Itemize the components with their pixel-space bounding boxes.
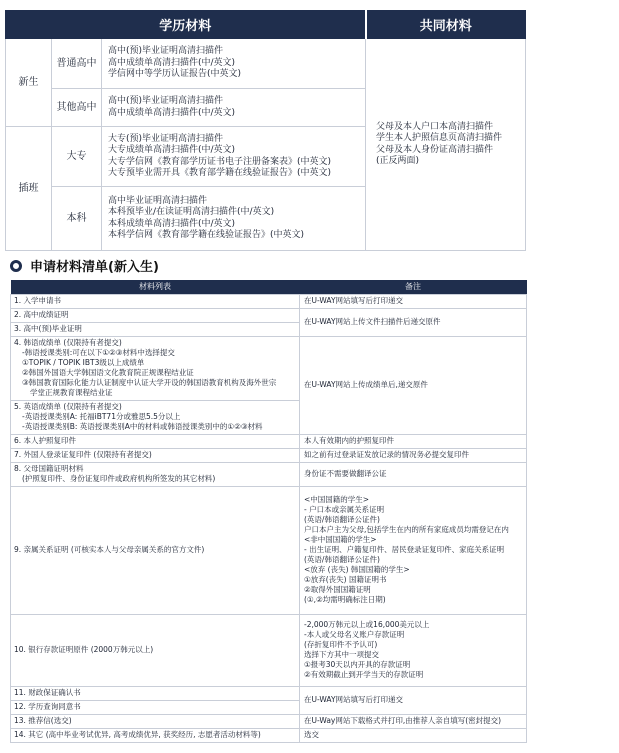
note-line: -本人或父母名义账户存款证明 [304,630,405,639]
row-highschool-transcript: 2. 高中成绩证明 [11,308,300,322]
row-education-consent: 12. 学历查询同意书 [11,700,300,714]
note-uway-print: 在U-WAY网站填写后打印递交 [300,686,527,714]
note-line: - 出生证明、户籍复印件、居民登录证复印件、家庭关系证明 [304,545,505,554]
row-line: 5. 英语成绩单 (仅限持有者提交) [14,402,122,411]
section-title: 申请材料清单(新入生) [30,260,159,275]
row-line: 学堂正规教育课程结业证 [30,388,113,397]
note-line: ②有效期截止到开学当天的存款证明 [304,670,424,679]
note-line: <放弃 (丧失) 韩国国籍的学生> [304,565,410,574]
row-line: ①TOPIK / TOPIK IBT3级以上成绩单 [22,358,145,367]
items-undergraduate [102,187,366,251]
common-line: 学生本人护照信息页高清扫描件 [376,133,503,143]
row-line: -英语授课类别B: 英语授课类别A中的材料或韩语授课类别中的①②③材料 [22,422,263,431]
items-other-highschool [102,89,366,127]
category-freshman: 新生 [6,39,52,127]
header-material-list: 材料列表 [11,280,300,294]
row-line: -英语授课类别A: 托福iBT71分或雅思5.5分以上 [22,412,181,421]
note-line: ①报考30天以内开具的存款证明 [304,660,411,669]
note-line: (①,②均需明确标注日期) [304,595,386,604]
note-line: (英语/韩语翻译公证件) [304,555,380,564]
application-materials-table [10,280,527,743]
common-line: 父母及本人户口本高清扫描件 [376,121,494,132]
note-language-score: 在U-WAY网站上传成绩单后,递交原件 [300,336,527,434]
sub-regular-highschool: 普通高中 [52,39,102,89]
item-line: 高中(预)毕业证明高清扫描件 [108,46,224,57]
sub-undergraduate: 本科 [52,187,102,251]
note-bank-statement [300,614,527,686]
note-application-form: 在U-WAY网站填写后打印递交 [300,294,527,308]
note-line: ①放弃(丧失) 国籍证明书 [304,575,387,584]
row-highschool-diploma: 3. 高中(预)毕业证明 [11,322,300,336]
row-korean-score [11,336,300,400]
category-transfer: 插班 [6,127,52,251]
note-line: 户口本户主为父母,包括学生在内的所有家庭成员均需登记在内 [304,525,509,534]
row-application-form: 1. 入学申请书 [11,294,300,308]
common-line: 父母及本人身份证高清扫描件 [376,144,494,155]
common-materials-cell [366,39,526,251]
item-line: 本科成绩单高清扫描件(中/英文) [108,218,236,229]
item-line: 大专成绩单高清扫描件(中/英文) [108,145,236,155]
row-financial-guarantee: 11. 财政保证确认书 [11,686,300,700]
sub-other-highschool: 其他高中 [52,89,102,127]
header-education-materials: 学历材料 [6,11,366,39]
circle-bullet-icon [10,260,22,272]
item-line: 大专(预)毕业证明高清扫描件 [108,133,224,144]
row-english-score [11,400,300,434]
header-common-materials: 共同材料 [366,11,526,39]
row-line: -韩语授课类别:可在以下①②③材料中选择提交 [22,348,175,357]
item-line: 高中成绩单高清扫描件(中/英文) [108,107,236,118]
item-line: 大专学信网《教育部学历证书电子注册备案表》(中英文) [108,156,332,167]
row-line: ②韩国外国语大学韩国语文化教育院正规课程结业证 [22,368,194,377]
item-line: 高中成绩单高清扫描件(中/英文) [108,57,236,68]
items-junior-college [102,127,366,187]
note-line: (存折复印件不予认可) [304,640,378,649]
note-line: <中国国籍的学生> [304,495,370,504]
row-recommendation: 13. 推荐信(选交) [11,714,300,728]
row-alien-registration: 7. 外国人登录证复印件 (仅限持有者提交) [11,448,300,462]
sub-junior-college: 大专 [52,127,102,187]
row-line: 8. 父母国籍证明材料 [14,464,84,473]
note-family-relation [300,486,527,614]
item-line: 本科学信网《教育部学籍在线验证报告》(中英文) [108,230,305,240]
row-passport-copy: 6. 本人护照复印件 [11,434,300,448]
item-line: 高中(预)毕业证明高清扫描件 [108,96,224,106]
item-line: 本科预毕业/在读证明高清扫描件(中/英文) [108,207,275,217]
row-family-relation: 9. 亲属关系证明 (可核实本人与父母亲属关系的官方文件) [11,486,300,614]
row-line: ③韩国教育国际化能力认证制度中认证大学开设的韩国语教育机构及海外世宗 [22,378,277,387]
note-other-materials: 选交 [300,728,527,742]
note-line: <非中国国籍的学生> [304,535,377,544]
note-line: ②取得外国国籍证明 [304,585,371,594]
education-materials-table [5,10,526,251]
note-line: - 户口本或亲属关系证明 [304,505,385,514]
note-line: 选择下方其中一项提交 [304,650,379,659]
item-line: 大专预毕业需开具《教育部学籍在线验证报告》(中英文) [108,168,332,178]
common-line: (正反两面) [376,156,420,166]
note-recommendation: 在U-Way网站下载格式并打印,由推荐人亲自填写(密封提交) [300,714,527,728]
item-line: 学信网中等学历认证报告(中英文) [108,69,242,80]
note-line: (英语/韩语翻译公证件) [304,515,380,524]
row-parent-nationality [11,462,300,486]
note-parent-nationality: 身份证不需要做翻译公证 [300,462,527,486]
row-other-materials: 14. 其它 (高中毕业考试优异, 高考成绩优异, 获奖经历, 志愿者活动材料等) [11,728,300,742]
note-line: -2,000万韩元以上或16,000美元以上 [304,620,430,629]
note-passport-copy: 本人有效期内的护照复印件 [300,434,527,448]
items-regular-highschool [102,39,366,89]
row-line: 4. 韩语成绩单 (仅限持有者提交) [14,338,122,347]
row-line: (护照复印件、身份证复印件或政府机构所签发的其它材料) [22,474,216,483]
row-bank-statement: 10. 银行存款证明原件 (2000万韩元以上) [11,614,300,686]
note-alien-registration: 如之前有过登录证发放记录的情况务必提交复印件 [300,448,527,462]
item-line: 高中毕业证明高清扫描件 [108,195,208,206]
header-remarks: 备注 [300,280,527,294]
note-upload-scan: 在U-WAY网站上传文件扫描件后递交原件 [300,308,527,336]
section-heading [10,256,159,275]
